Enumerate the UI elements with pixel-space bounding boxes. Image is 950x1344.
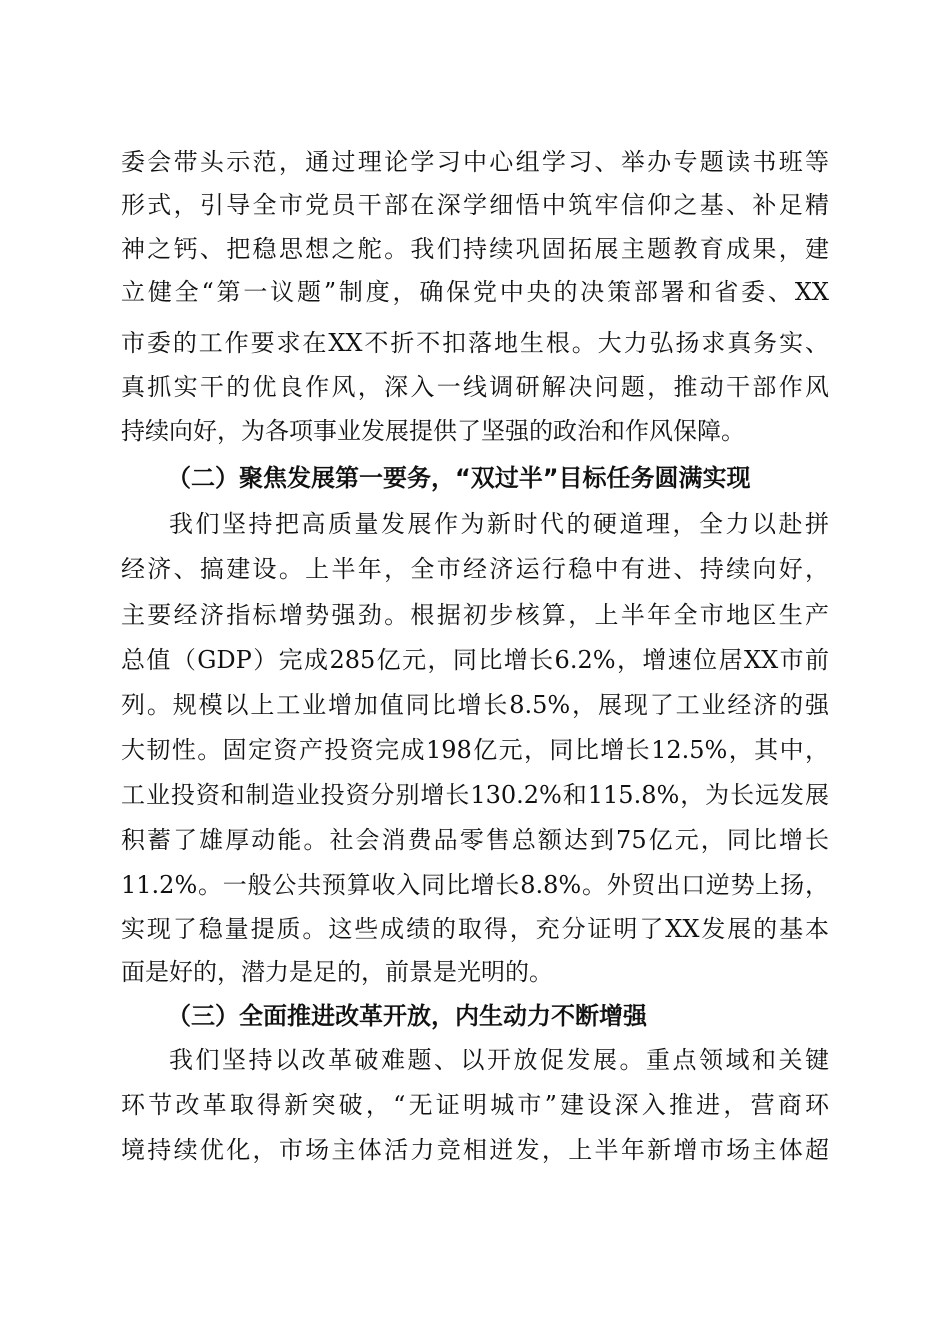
text-line: 市委的工作要求在XX不折不扣落地生根。大力弘扬求真务实、 — [121, 329, 829, 357]
paragraph-first-line: 我们坚持把高质量发展作为新时代的硬道理，全力以赴拼 — [169, 510, 829, 538]
paragraph-first-line: 我们坚持以改革破难题、以开放促发展。重点领域和关键 — [169, 1046, 829, 1074]
text-line: 主要经济指标增势强劲。根据初步核算，上半年全市地区生产 — [121, 601, 829, 629]
text-line: 工业投资和制造业投资分别增长130.2%和115.8%，为长远发展 — [121, 781, 829, 809]
section-heading-2: （二）聚焦发展第一要务，“双过半”目标任务圆满实现 — [167, 464, 751, 492]
text-line: 实现了稳量提质。这些成绩的取得，充分证明了XX发展的基本 — [121, 915, 829, 943]
text-line: 环节改革取得新突破，“无证明城市”建设深入推进，营商环 — [121, 1091, 829, 1119]
text-line: 11.2%。一般公共预算收入同比增长8.8%。外贸出口逆势上扬， — [121, 871, 829, 899]
text-line: 立健全“第一议题”制度，确保党中央的决策部署和省委、XX — [121, 278, 829, 306]
text-line: 积蓄了雄厚动能。社会消费品零售总额达到75亿元，同比增长 — [121, 826, 829, 854]
text-line: 总值（GDP）完成285亿元，同比增长6.2%，增速位居XX市前 — [121, 646, 829, 674]
text-line: 真抓实干的优良作风，深入一线调研解决问题，推动干部作风 — [121, 373, 829, 401]
text-line: 境持续优化，市场主体活力竞相迸发，上半年新增市场主体超 — [121, 1136, 829, 1164]
text-line: 神之钙、把稳思想之舵。我们持续巩固拓展主题教育成果，建 — [121, 235, 829, 263]
section-heading-3: （三）全面推进改革开放，内生动力不断增强 — [167, 1002, 647, 1030]
text-line: 面是好的，潜力是足的，前景是光明的。 — [121, 958, 553, 986]
text-line: 经济、搞建设。上半年，全市经济运行稳中有进、持续向好， — [121, 555, 829, 583]
text-line: 形式，引导全市党员干部在深学细悟中筑牢信仰之基、补足精 — [121, 191, 829, 219]
text-line: 大韧性。固定资产投资完成198亿元，同比增长12.5%，其中， — [121, 736, 829, 764]
text-line: 持续向好，为各项事业发展提供了坚强的政治和作风保障。 — [121, 417, 745, 445]
text-line: 列。规模以上工业增加值同比增长8.5%，展现了工业经济的强 — [121, 691, 829, 719]
text-line: 委会带头示范，通过理论学习中心组学习、举办专题读书班等 — [121, 148, 829, 176]
